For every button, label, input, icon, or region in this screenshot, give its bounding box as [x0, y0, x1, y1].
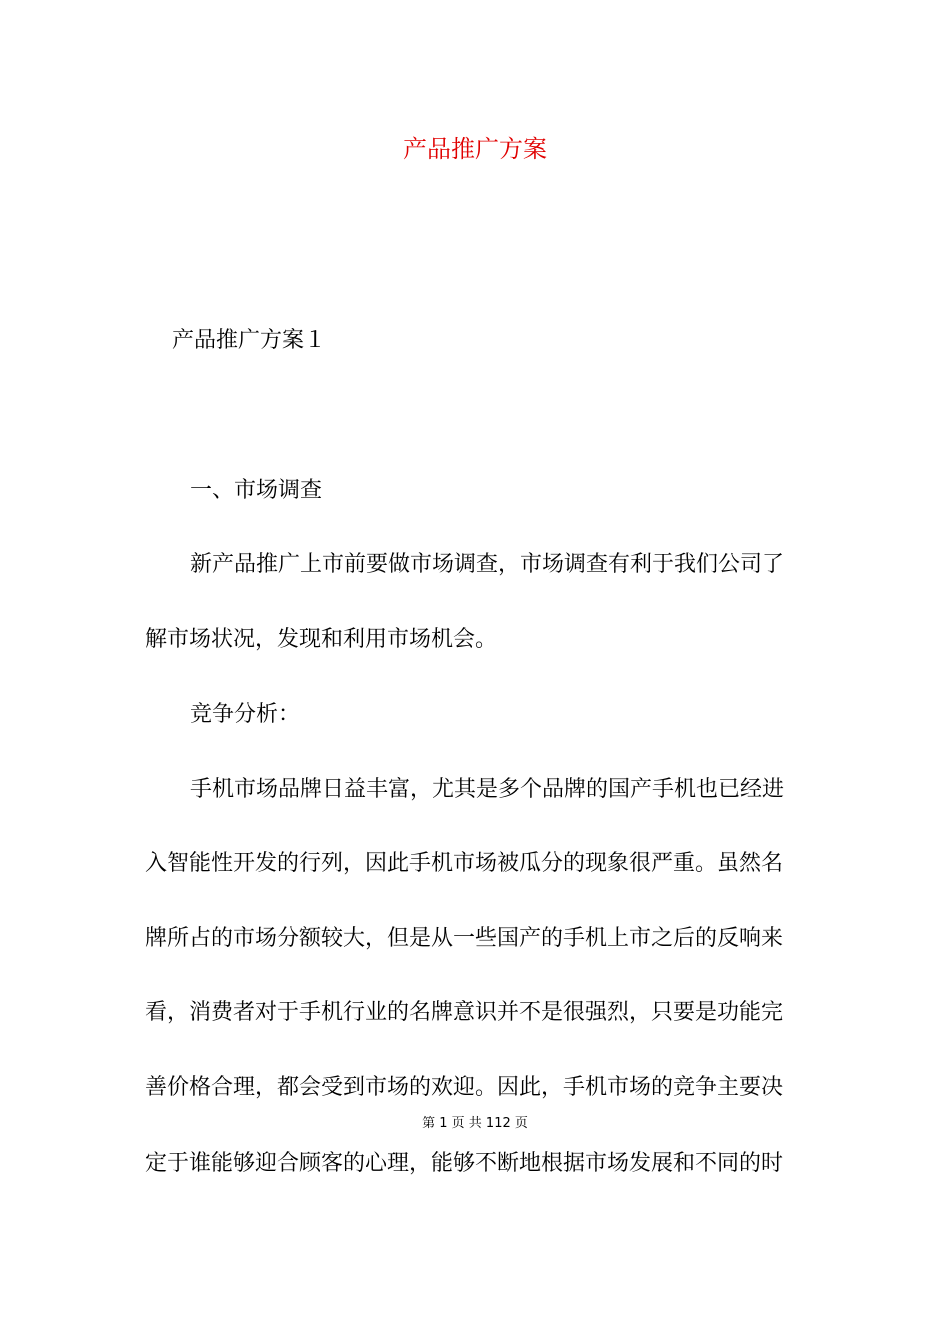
paragraph-line: 看，消费者对于手机行业的名牌意识并不是很强烈，只要是功能完 [145, 1000, 784, 1025]
paragraph-line: 善价格合理，都会受到市场的欢迎。因此，手机市场的竞争主要决 [145, 1075, 784, 1100]
paragraph-line: 新产品推广上市前要做市场调查，市场调查有利于我们公司了 [190, 552, 785, 577]
paragraph-line: 解市场状况，发现和利用市场机会。 [145, 627, 498, 652]
document-title: 产品推广方案 [403, 135, 547, 163]
paragraph-line: 入智能性开发的行列，因此手机市场被瓜分的现象很严重。虽然名 [145, 851, 784, 876]
paragraph-line: 手机市场品牌日益丰富，尤其是多个品牌的国产手机也已经进 [190, 777, 785, 802]
section-heading: 一、市场调查 [190, 478, 323, 503]
subtitle: 产品推广方案１ [172, 328, 327, 353]
paragraph-line: 定于谁能够迎合顾客的心理，能够不断地根据市场发展和不同的时 [145, 1151, 784, 1176]
paragraph-line: 牌所占的市场分额较大，但是从一些国产的手机上市之后的反响来 [145, 926, 784, 951]
paragraph-line: 竞争分析： [190, 702, 301, 727]
page-indicator: 第 1 页 共 112 页 [422, 1116, 528, 1131]
